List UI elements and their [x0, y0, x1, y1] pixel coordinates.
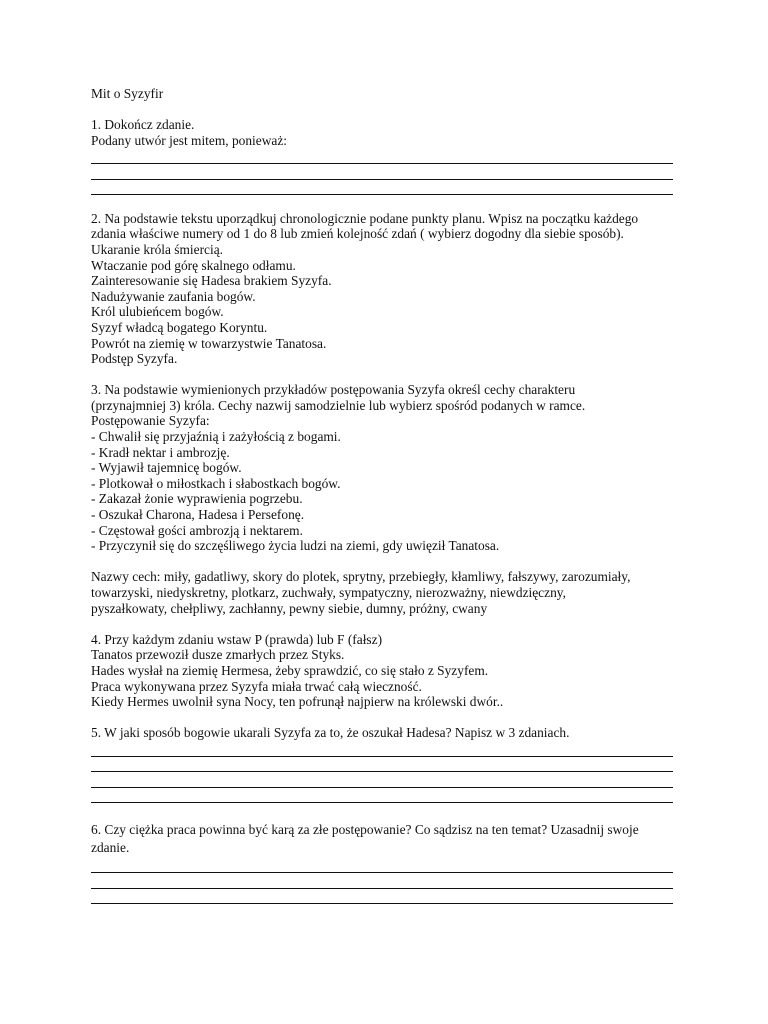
- answer-line[interactable]: [91, 889, 673, 905]
- answer-line[interactable]: [91, 788, 673, 804]
- worksheet-title: Mit o Syzyfir: [91, 86, 164, 101]
- answer-line[interactable]: [91, 148, 673, 164]
- answer-line[interactable]: [91, 873, 673, 889]
- behavior-item: - Częstował gości ambrozją i nektarem.: [91, 522, 303, 538]
- plan-item: Syzyf władcą bogatego Koryntu.: [91, 319, 268, 335]
- spacer: [91, 803, 674, 821]
- traits-list-line: Nazwy cech: miły, gadatliwy, skory do plotek, sprytny, przebiegły, kłamliwy, fałszywy, zarozumiały,: [91, 569, 631, 585]
- behavior-item: - Kradł nektar i ambrozję.: [91, 444, 230, 460]
- plan-item: Ukaranie króla śmiercią.: [91, 241, 223, 257]
- traits-list-line: pyszałkowaty, chełpliwy, zachłanny, pewny siebie, dumny, próżny, cwany: [91, 600, 488, 616]
- spacer: [91, 616, 674, 632]
- question-3-heading-line: 3. Na podstawie wymienionych przykładów postępowania Syzyfa określ cechy charakteru: [91, 382, 576, 398]
- plan-item: Zainteresowanie się Hadesa brakiem Syzyfa.: [91, 273, 332, 289]
- question-6-heading-line: 6. Czy ciężka praca powinna być karą za złe postępowanie? Co sądzisz na ten temat? Uzasadnij swoje: [91, 822, 639, 838]
- spacer: [91, 102, 674, 118]
- answer-line[interactable]: [91, 857, 673, 873]
- question-2-heading-line: 2. Na podstawie tekstu uporządkuj chronologicznie podane punkty planu. Wpisz na początku każdego: [91, 210, 639, 226]
- question-6-answers: [91, 857, 674, 904]
- true-false-statement: Praca wykonywana przez Syzyfa miała trwać całą wieczność.: [91, 678, 422, 694]
- behavior-item: - Przyczynił się do szczęśliwego życia ludzi na ziemi, gdy uwięził Tanatosa.: [91, 538, 500, 554]
- question-2: [91, 211, 674, 367]
- plan-item: Powrót na ziemię w towarzystwie Tanatosa.: [91, 335, 327, 351]
- question-1-heading: 1. Dokończ zdanie.: [91, 117, 195, 133]
- question-6-heading-line: zdanie.: [91, 840, 130, 856]
- spacer: [91, 554, 674, 570]
- spacer: [91, 710, 674, 726]
- traits-list-line: towarzyski, niedyskretny, plotkarz, zuchwały, sympatyczny, nierozważny, niewdzięczny,: [91, 585, 566, 600]
- question-6: [91, 821, 674, 857]
- question-4: [91, 632, 674, 710]
- spacer: [91, 367, 674, 383]
- plan-item: Wtaczanie pod górę skalnego odłamu.: [91, 257, 296, 273]
- behavior-item: - Oszukał Charona, Hadesa i Persefonę.: [91, 507, 305, 523]
- question-3-heading-line: (przynajmniej 3) króla. Cechy nazwij samodzielnie lub wybierz spośród podanych w ramce.: [91, 397, 586, 413]
- answer-line[interactable]: [91, 164, 673, 180]
- question-5-heading: 5. W jaki sposób bogowie ukarali Syzyfa za to, że oszukał Hadesa? Napisz w 3 zdaniach.: [91, 725, 570, 741]
- behavior-item: - Chwalił się przyjaźnią i zażyłością z bogami.: [91, 429, 341, 445]
- question-1: [91, 117, 674, 195]
- behavior-item: - Zakazał żonie wyprawienia pogrzebu.: [91, 491, 303, 507]
- plan-item: Nadużywanie zaufania bogów.: [91, 288, 256, 304]
- plan-item: Podstęp Syzyfa.: [91, 351, 178, 367]
- answer-line[interactable]: [91, 180, 673, 196]
- spacer: [91, 195, 674, 211]
- answer-line[interactable]: [91, 772, 673, 788]
- question-5: [91, 725, 674, 803]
- question-3-subheading: Postępowanie Syzyfa:: [91, 413, 210, 429]
- question-2-heading-line: zdania właściwe numery od 1 do 8 lub zmień kolejność zdań ( wybierz dogodny dla siebie sposób).: [91, 226, 624, 242]
- behavior-item: - Plotkował o miłostkach i słabostkach bogów.: [91, 475, 341, 491]
- answer-line[interactable]: [91, 741, 673, 757]
- answer-line[interactable]: [91, 757, 673, 773]
- question-1-prompt: Podany utwór jest mitem, ponieważ:: [91, 132, 287, 148]
- question-3: [91, 382, 674, 616]
- true-false-statement: Kiedy Hermes uwolnił syna Nocy, ten pofrunął najpierw na królewski dwór..: [91, 694, 504, 710]
- question-4-heading: 4. Przy każdym zdaniu wstaw P (prawda) lub F (fałsz): [91, 631, 383, 647]
- true-false-statement: Hades wysłał na ziemię Hermesa, żeby sprawdzić, co się stało z Syzyfem.: [91, 662, 489, 678]
- plan-item: Król ulubieńcem bogów.: [91, 304, 224, 320]
- true-false-statement: Tanatos przewoził dusze zmarłych przez Styks.: [91, 647, 345, 663]
- behavior-item: - Wyjawił tajemnicę bogów.: [91, 460, 242, 476]
